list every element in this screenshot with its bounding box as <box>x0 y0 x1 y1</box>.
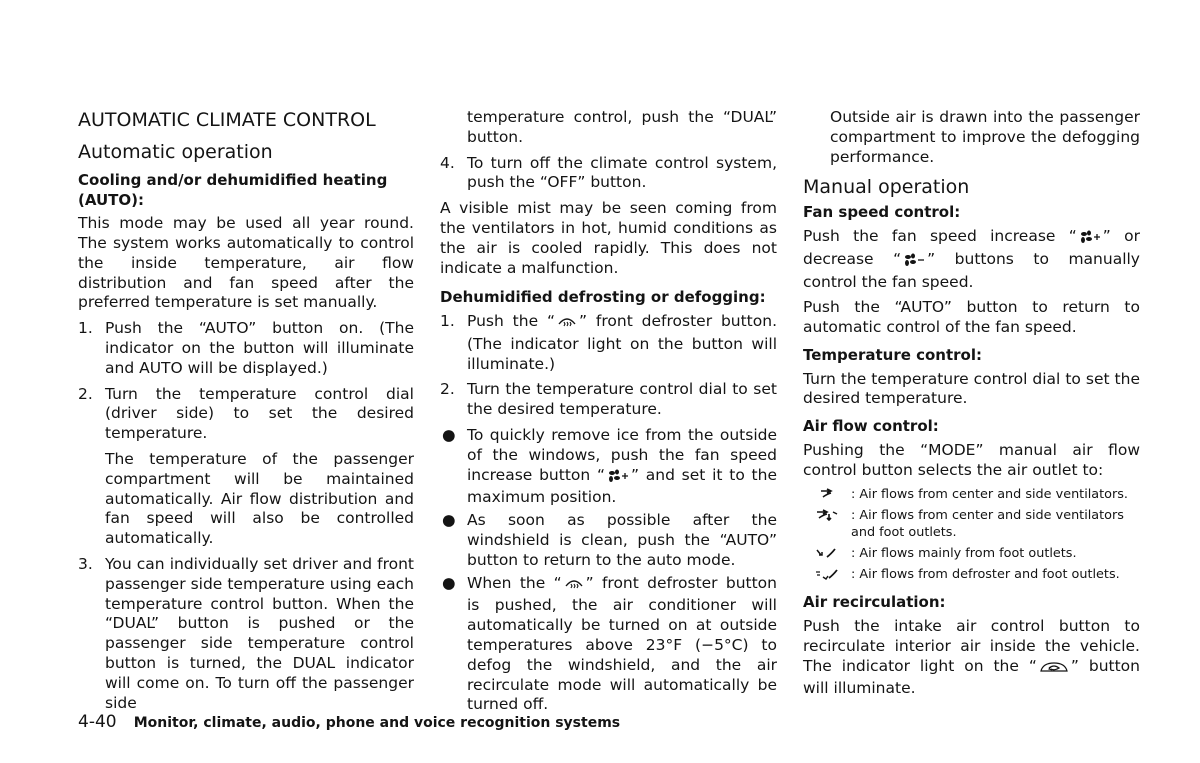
bullet-defroster <box>440 574 777 716</box>
temp-paragraph: Turn the temperature control dial to set the desired temperature. <box>803 369 1140 408</box>
step-text: To turn off the climate control system, push the “OFF” button. <box>467 153 777 192</box>
chapter-title: Monitor, climate, audio, phone and voice recognition systems <box>133 715 621 731</box>
auto-intro: This mode may be used all year round. The system works automatically to control the inside temperature, air flow distribution and fan speed after the preferred temperature is set manually. <box>78 214 414 312</box>
airflow-item-text: : Air flows from center and side ventilators. <box>851 487 1128 503</box>
step-1 <box>78 319 414 378</box>
recirculation-icon <box>1039 660 1069 680</box>
defog-step-2 <box>440 380 777 420</box>
airflow-list <box>813 486 1140 583</box>
fan-text-c: ” buttons to manually control the fan speed. <box>803 249 1140 291</box>
bullet-text: As soon as possible after the windshield is clean, push the “AUTO” button to return to the auto mode. <box>467 511 777 569</box>
fan-paragraph-2: Push the “AUTO” button to return to automatic control of the fan speed. <box>803 298 1140 337</box>
step-2-note: The temperature of the passenger compartment will be maintained automatically. Air flow distribution and fan speed will also be controlled automatically. <box>105 449 414 548</box>
right-body <box>803 108 1140 705</box>
middle-body <box>440 108 777 718</box>
defroster-icon <box>557 313 577 335</box>
airflow-heading: Air flow control: <box>803 417 939 436</box>
fan-heading: Fan speed control: <box>803 203 961 222</box>
airflow-item <box>813 507 1140 541</box>
vent-foot-icon <box>813 546 843 565</box>
defog-heading: Dehumidified defrosting or defogging: <box>440 288 766 307</box>
fan-paragraph-1 <box>803 227 1140 292</box>
step-text: Turn the temperature control dial to set the desired temperature. <box>467 380 777 419</box>
step-3-continued: temperature control, push the “DUAL” button. <box>467 108 777 146</box>
vent-face-icon <box>813 487 843 506</box>
fan-increase-icon <box>607 469 629 489</box>
auto-heading: Cooling and/or dehumidified heating (AUTO): <box>78 171 388 209</box>
defog-continued: Outside air is drawn into the passenger compartment to improve the defogging performance. <box>830 108 1140 166</box>
airflow-item <box>813 566 1140 583</box>
step-number: 2. <box>78 384 93 403</box>
manual-title: Manual operation <box>803 176 970 199</box>
step-3 <box>78 555 414 713</box>
bullet-ice <box>440 426 777 508</box>
airflow-paragraph: Pushing the “MODE” manual air flow control button selects the air outlet to: <box>803 440 1140 479</box>
bullet-text-after: ” and set it to the maximum position. <box>467 465 777 507</box>
airflow-item <box>813 545 1140 562</box>
step-number: 3. <box>78 554 93 573</box>
step-2 <box>78 385 414 444</box>
recirc-paragraph <box>803 617 1140 699</box>
fan-increase-icon <box>1079 230 1101 250</box>
recirc-text-after: ” button will illuminate. <box>803 656 1140 698</box>
bullet-text-after: ” front defroster button is pushed, the air conditioner will automatically be turned on at outside temperatures above 23°F (−5°C) to defog the windshield, and the air recirculate mode will automatically be turned off. <box>467 573 777 714</box>
step-number: 1. <box>78 319 93 338</box>
vent-defrost-foot-icon <box>813 567 843 586</box>
step-text-before: Push the “ <box>467 311 556 330</box>
bullet-dot: ● <box>442 573 456 592</box>
bullet-text-before: When the “ <box>467 573 562 592</box>
recirc-heading: Air recirculation: <box>803 593 946 612</box>
bullet-dot: ● <box>442 425 456 444</box>
subsection-title: Automatic operation <box>78 141 273 163</box>
step-text: Push the “AUTO” button on. (The indicator on the button will illuminate and AUTO will be displayed.) <box>105 319 414 377</box>
page-number: 4-40 <box>78 712 117 732</box>
vent-bilevel-icon <box>813 508 843 527</box>
airflow-item-text: : Air flows mainly from foot outlets. <box>851 546 1077 562</box>
temp-heading: Temperature control: <box>803 345 983 364</box>
defroster-icon <box>564 575 584 597</box>
page-footer <box>78 712 620 732</box>
step-text: Turn the temperature control dial (driver side) to set the desired temperature. <box>105 384 414 443</box>
airflow-item-text: : Air flows from center and side ventilators and foot outlets. <box>851 508 1124 541</box>
bullet-dot: ● <box>442 511 456 530</box>
step-number: 2. <box>440 380 455 399</box>
step-text-after: ” front defroster button. (The indicator light on the button will illuminate.) <box>467 311 777 373</box>
step-number: 1. <box>440 311 455 330</box>
fan-decrease-icon <box>903 253 925 273</box>
defog-step-1 <box>440 312 777 374</box>
fan-text-a: Push the fan speed increase “ <box>803 226 1077 245</box>
bullet-text-before: To quickly remove ice from the outside of the windows, push the fan speed increase button “ <box>467 425 777 484</box>
auto-body <box>78 171 414 719</box>
bullet-auto <box>440 511 777 570</box>
section-title: AUTOMATIC CLIMATE CONTROL <box>78 109 376 131</box>
step-number: 4. <box>440 153 455 172</box>
mist-note: A visible mist may be seen coming from the ventilators in hot, humid conditions as the air is cooled rapidly. This does not indicate a malfunction. <box>440 199 777 277</box>
recirc-text-before: Push the intake air control button to recirculate interior air inside the vehicle. The indicator light on the “ <box>803 616 1140 675</box>
step-text: You can individually set driver and front passenger side temperature using each temperature control button. When the “DUAL” button is pushed or the passenger side temperature control button is turned, the DUAL indicator will come on. To turn off the passenger side <box>105 554 414 712</box>
step-4 <box>440 154 777 194</box>
fan-text-b: ” or decrease “ <box>803 226 1140 268</box>
airflow-item <box>813 486 1140 503</box>
airflow-item-text: : Air flows from defroster and foot outlets. <box>851 567 1120 583</box>
